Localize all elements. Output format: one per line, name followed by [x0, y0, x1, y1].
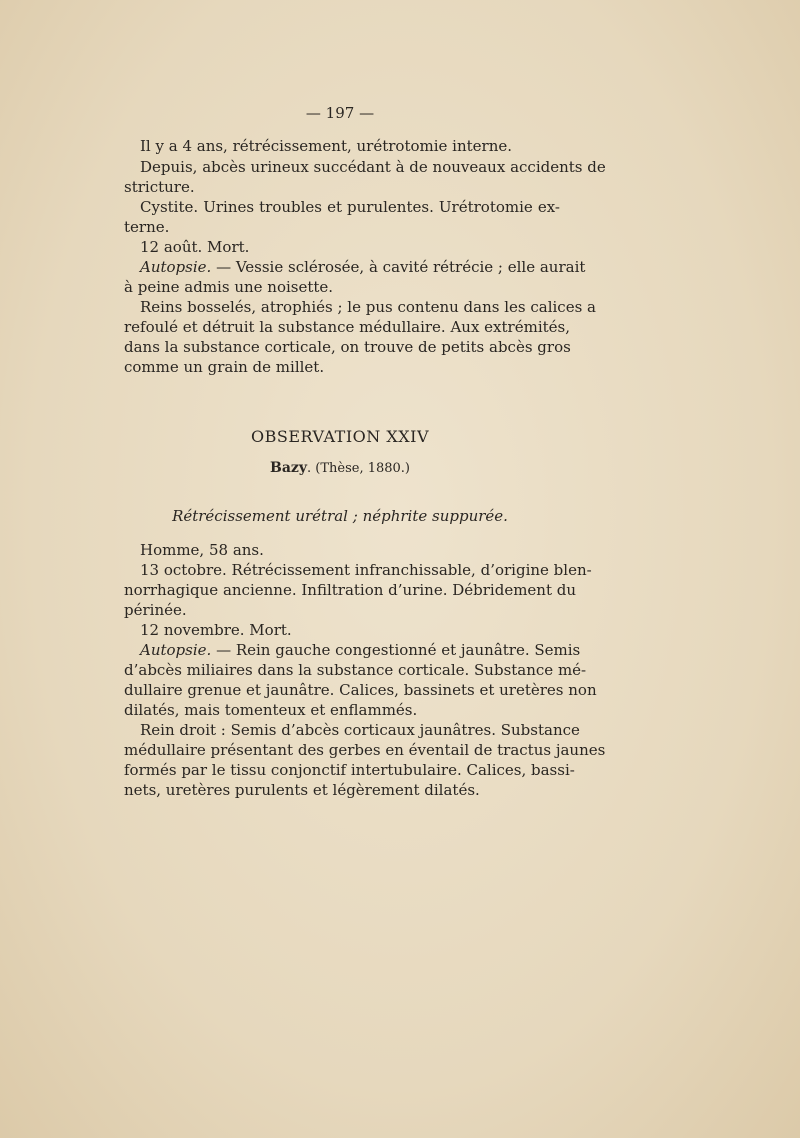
text-line: 12 août. Mort. — [140, 238, 250, 256]
text-line: dans la substance corticale, on trouve de petits abcès gros — [124, 338, 571, 356]
text-line: Reins bosselés, atrophiés ; le pus contenu dans les calices a — [140, 298, 596, 316]
text-line: refoulé et détruit la substance médullaire. Aux extrémités, — [124, 318, 570, 336]
autopsie-line — [140, 641, 581, 659]
autopsie-text: — Vessie sclérosée, à cavité rétrécie ; elle aurait — [211, 258, 586, 276]
text-line: norrhagique ancienne. Infiltration d’urine. Débridement du — [124, 581, 577, 599]
page-number: — 197 — — [305, 104, 375, 122]
text-line: Depuis, abcès urineux succédant à de nouveaux accidents de — [140, 158, 606, 176]
text-line: Il y a 4 ans, rétrécissement, urétrotomie interne. — [140, 137, 513, 155]
reference-text: . (Thèse, 1880.) — [307, 461, 410, 476]
text-line: formés par le tissu conjonctif intertubulaire. Calices, bassi- — [124, 761, 575, 779]
autopsie-label: Autopsie. — [140, 258, 212, 276]
author-name: Bazy — [270, 460, 307, 476]
text-line: Rein droit : Semis d’abcès corticaux jaunâtres. Substance — [140, 721, 580, 739]
text-line: dilatés, mais tomenteux et enflammés. — [124, 701, 418, 719]
text-line: dullaire grenue et jaunâtre. Calices, bassinets et uretères non — [124, 681, 597, 699]
text-line: 13 octobre. Rétrécissement infranchissable, d’origine blen- — [140, 561, 592, 579]
text-line: Homme, 58 ans. — [140, 541, 264, 559]
text-line: médullaire présentant des gerbes en éventail de tractus jaunes — [124, 741, 606, 759]
observation-reference — [0, 460, 740, 476]
autopsie-text: — Rein gauche congestionné et jaunâtre. Semis — [211, 641, 581, 659]
text-line: 12 novembre. Mort. — [140, 621, 292, 639]
text-line: à peine admis une noisette. — [124, 278, 334, 296]
text-line: comme un grain de millet. — [124, 358, 325, 376]
text-line: périnée. — [124, 601, 187, 619]
text-line: nets, uretères purulents et légèrement dilatés. — [124, 781, 480, 799]
observation-title: OBSERVATION XXIV — [251, 427, 429, 446]
autopsie-line — [140, 258, 586, 276]
text-line: d’abcès miliaires dans la substance corticale. Substance mé- — [124, 661, 587, 679]
observation-subtitle: Rétrécissement urétral ; néphrite suppurée. — [172, 507, 508, 525]
text-line: stricture. — [124, 178, 195, 196]
text-line: Cystite. Urines troubles et purulentes. Urétrotomie ex- — [140, 198, 560, 216]
text-line: terne. — [124, 218, 170, 236]
autopsie-label: Autopsie. — [140, 641, 212, 659]
